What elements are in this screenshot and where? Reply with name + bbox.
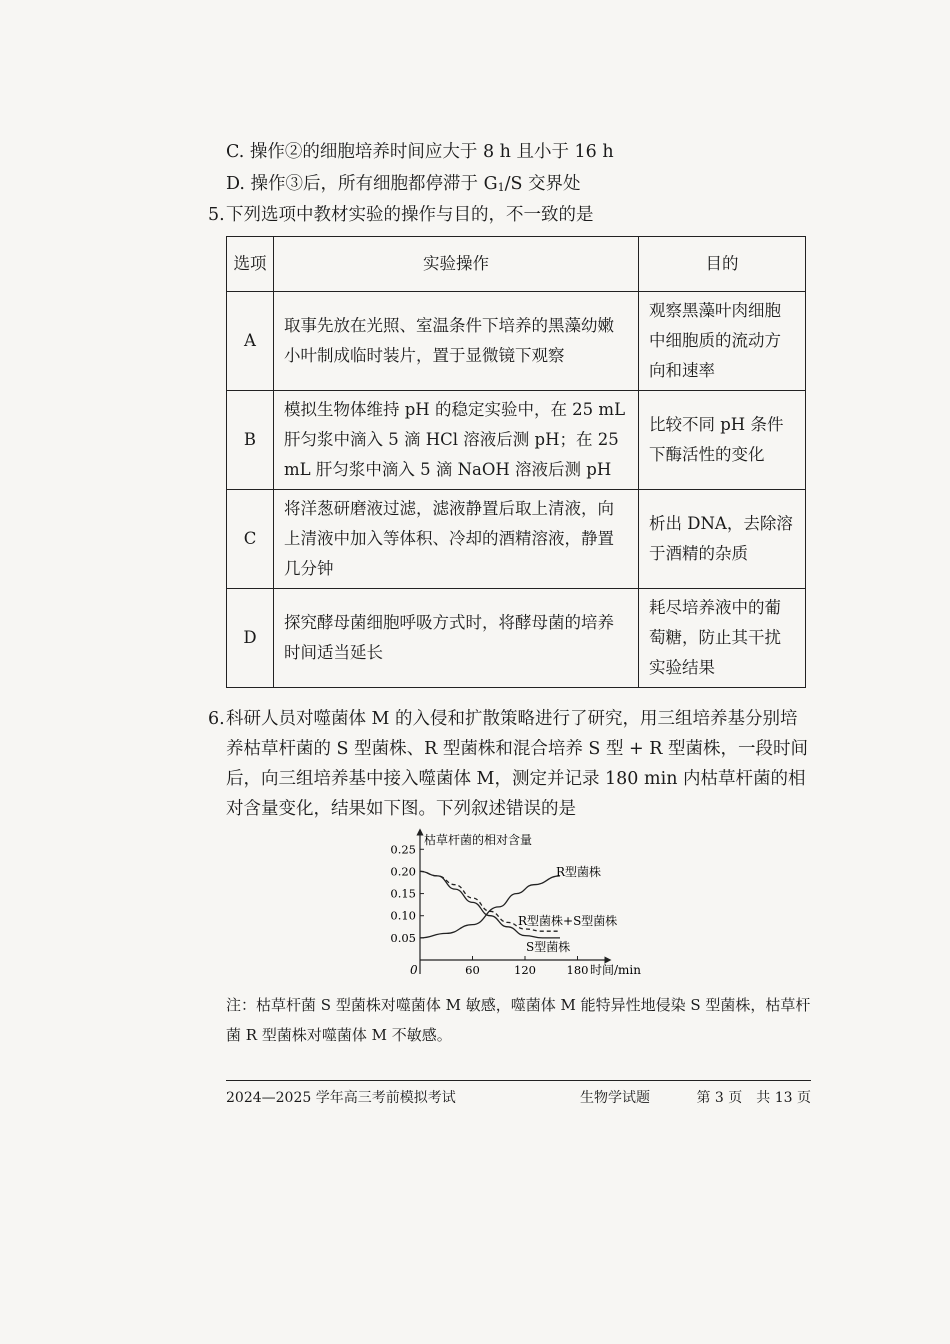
- page-number: 第 3 页 共 13 页: [696, 1090, 811, 1106]
- y-tick-label: 0.20: [390, 864, 416, 879]
- option-d-subscript: 1: [497, 181, 505, 194]
- row-option: D: [227, 589, 274, 688]
- exam-title: 2024—2025 学年高三考前模拟考试: [226, 1090, 456, 1106]
- question-6-stem: 科研人员对噬菌体 M 的入侵和扩散策略进行了研究，用三组培养基分别培养枯草杆菌的 S 型菌株、R 型菌株和混合培养 S 型 + R 型菌株，一段时间后，向三组培养基中接入噬菌体 M，测定并记录 180 min 内枯草杆菌的相对含量变化，结果如下图。下列叙述错误的是: [226, 709, 808, 819]
- question-6: [208, 704, 808, 824]
- header-purpose: 目的: [639, 237, 806, 292]
- subject-name: 生物学试题: [580, 1090, 650, 1106]
- row-purpose: 析出 DNA，去除溶于酒精的杂质: [639, 490, 806, 589]
- question-5-stem: 下列选项中教材实验的操作与目的，不一致的是: [226, 205, 594, 225]
- origin-label: 0: [410, 963, 418, 977]
- row-option: B: [227, 391, 274, 490]
- question-5: [208, 200, 808, 230]
- row-option: C: [227, 490, 274, 589]
- table-row: [227, 589, 806, 688]
- row-option: A: [227, 292, 274, 391]
- option-d-text-1: D. 操作③后，所有细胞都停滞于 G: [226, 174, 498, 194]
- page-footer: [226, 1080, 811, 1106]
- y-tick-label: 0.10: [390, 908, 416, 923]
- y-axis-label: 枯草杆菌的相对含量: [424, 833, 533, 847]
- series-r-strain-line: [420, 876, 560, 938]
- row-operation: 取事先放在光照、室温条件下培养的黑藻幼嫩小叶制成临时装片，置于显微镜下观察: [274, 292, 639, 391]
- experiment-table: [226, 236, 806, 688]
- row-purpose: 比较不同 pH 条件下酶活性的变化: [639, 391, 806, 490]
- y-tick-label: 0.25: [390, 842, 416, 857]
- legend-r-plus-s-strain: R型菌株+S型菌株: [518, 914, 618, 928]
- option-d-text-2: /S 交界处: [504, 174, 581, 194]
- legend-r-strain: R型菌株: [556, 865, 602, 879]
- row-purpose: 耗尽培养液中的葡萄糖，防止其干扰实验结果: [639, 589, 806, 688]
- table-row: [227, 391, 806, 490]
- question-5-number: 5.: [208, 205, 225, 225]
- table-row: [227, 292, 806, 391]
- legend-s-strain: S型菌株: [526, 940, 571, 954]
- x-tick-label: 120: [514, 963, 536, 977]
- header-option: 选项: [227, 237, 274, 292]
- figure-note: 注：枯草杆菌 S 型菌株对噬菌体 M 敏感，噬菌体 M 能特异性地侵染 S 型菌株，枯草杆菌 R 型菌株对噬菌体 M 不敏感。: [226, 996, 811, 1044]
- table-header-row: [227, 237, 806, 292]
- x-tick-label: 180: [566, 963, 589, 977]
- row-operation: 将洋葱研磨液过滤，滤液静置后取上清液，向上清液中加入等体积、冷却的酒精溶液，静置几分钟: [274, 490, 639, 589]
- row-operation: 探究酵母菌细胞呼吸方式时，将酵母菌的培养时间适当延长: [274, 589, 639, 688]
- x-axis-label: 时间/min: [590, 963, 641, 977]
- y-tick-label: 0.15: [390, 886, 416, 901]
- bacteria-chart: [380, 826, 680, 981]
- table-row: [227, 490, 806, 589]
- row-purpose: 观察黑藻叶肉细胞中细胞质的流动方向和速率: [639, 292, 806, 391]
- option-c: C. 操作②的细胞培养时间应大于 8 h 且小于 16 h: [226, 142, 614, 162]
- question-6-number: 6.: [208, 709, 225, 729]
- y-tick-label: 0.05: [390, 930, 416, 945]
- header-operation: 实验操作: [274, 237, 639, 292]
- row-operation: 模拟生物体维持 pH 的稳定实验中，在 25 mL 肝匀浆中滴入 5 滴 HCl 溶液后测 pH；在 25 mL 肝匀浆中滴入 5 滴 NaOH 溶液后测 pH: [274, 391, 639, 490]
- option-d: [226, 171, 581, 201]
- x-tick-label: 60: [465, 963, 480, 977]
